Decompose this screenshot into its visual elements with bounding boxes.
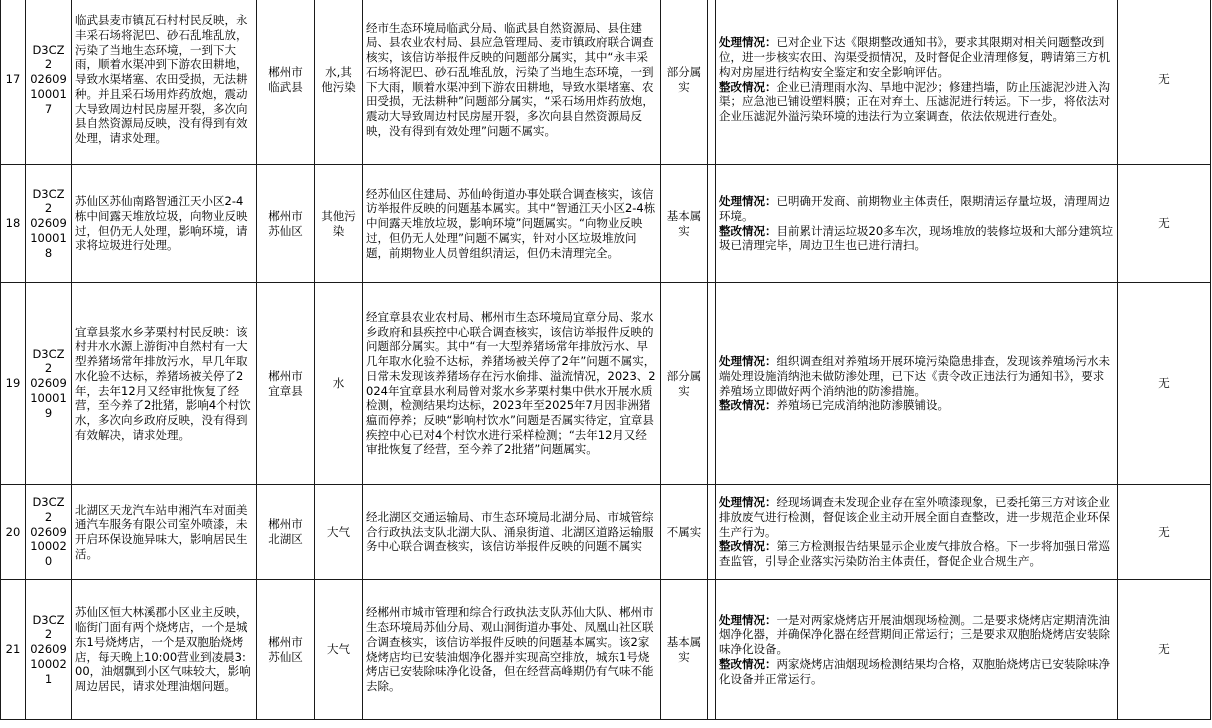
- investigation-cell: 经苏仙区住建局、苏仙岭街道办事处联合调查核实，该信访举报件反映的问题基本属实。其中“智通江天小区2-4栋中间露天堆放垃圾，影响环境”问题属实。“向物业反映过，但仍无人处理”问题不属实，针对小区垃圾堆放问题，前期物业人员曾组织清运，但仍未清理完全。: [363, 165, 661, 283]
- verification-status: 基本属 实: [661, 165, 708, 283]
- handling-cell: [716, 485, 1118, 580]
- verification-status: 基本属 实: [661, 580, 708, 720]
- region-cell: 郴州市 北湖区: [257, 485, 315, 580]
- complaint-content: 苏仙区苏仙南路智通江天小区2-4栋中间露天堆放垃圾，向物业反映过，但仍无人处理，影响环境，请求将垃圾进行处理。: [72, 165, 257, 283]
- investigation-cell: 经郴州市城市管理和综合行政执法支队苏仙大队、郴州市生态环境局苏仙分局、观山洞街道办事处、凤凰山社区联合调查核实，该信访举报件反映的问题基本属实。该2家烧烤店均已安装油烟净化器并实现高空排放，城东1号烧烤店已安装除味净化设备，但在经营高峰期仍有气味不能去除。: [363, 580, 661, 720]
- handling-cell: [716, 283, 1118, 485]
- verification-status: 不属实: [661, 485, 708, 580]
- rectify-paragraph: [719, 539, 1114, 568]
- complaint-content: 苏仙区恒大林溪郡小区业主反映，临街门面有两个烧烤店，一个是城东1号烧烤店，一个是双胞胎烧烤店，每天晚上10:00营业到凌晨3:00，油烟飘到小区气味较大，影响周边居民，请求处理油烟问题。: [72, 580, 257, 720]
- rectification-needed: 无: [1118, 283, 1211, 485]
- row-number: 19: [1, 283, 26, 485]
- case-code: D3CZ2 02609 10001 8: [26, 165, 72, 283]
- case-code: D3CZ2 02609 10001 9: [26, 283, 72, 485]
- spacer-cell: [708, 165, 716, 283]
- rectify-label: 整改情况：: [719, 223, 777, 238]
- pollution-type-cell: 水,其 他污染: [315, 0, 363, 165]
- rectify-paragraph: [719, 224, 1114, 253]
- rectify-paragraph: [719, 80, 1114, 124]
- region-cell: 郴州市 宜章县: [257, 283, 315, 485]
- handling-label: 处理情况：: [719, 495, 777, 510]
- handling-cell: [716, 580, 1118, 720]
- pollution-type-cell: 大气: [315, 485, 363, 580]
- handling-text: 组织调查组对养殖场开展环境污染隐患排查，发现该养殖场污水未端处理设施消纳池未做防渗处理，已下达《责令改正违法行为通知书》，要求养殖场立即做好两个消纳池的防渗措施。: [719, 354, 1110, 398]
- investigation-cell: 经市生态环境局临武分局、临武县自然资源局、县住建局、县农业农村局、县应急管理局、麦市镇政府联合调查核实，该信访举报件反映的问题部分属实，其中“永丰采石场将泥巴、砂石乱堆乱放，污染了当地生态环境，一到下大雨，顺着水渠冲到下游农田耕地，导致水渠堵塞、农田受损，无法耕种”问题部分属实，“采石场用炸药放炮，震动大导致周边村民房屋开裂，多次向县自然资源局反映，没有得到有效处理”问题不属实。: [363, 0, 661, 165]
- pollution-type-cell: 其他污 染: [315, 165, 363, 283]
- table-row: [1, 283, 1211, 485]
- handling-text: 一是对两家烧烤店开展油烟现场检测。二是要求烧烤店定期清洗油烟净化器，并确保净化器在经营期间正常运行；三是要求双胞胎烧烤店安装除味净化设备。: [719, 612, 1110, 657]
- investigation-cell: 经北湖区交通运输局、市生态环境局北湖分局、市城管综合行政执法支队北湖大队、涌泉街道、北湖区道路运输服务中心联合调查核实，该信访举报件反映的问题不属实: [363, 485, 661, 580]
- rectify-label: 整改情况：: [719, 79, 777, 94]
- region-cell: 郴州市 苏仙区: [257, 165, 315, 283]
- handling-text: 已对企业下达《限期整改通知书》，要求其限期对相关问题整改到位，进一步核实农田、沟渠受损情况，及时督促企业清理修复，聘请第三方机构对房屋进行结构安全鉴定和安全影响评估。: [719, 35, 1110, 79]
- table-row: [1, 485, 1211, 580]
- handling-paragraph: [719, 495, 1114, 539]
- spacer-cell: [708, 0, 716, 165]
- spacer-cell: [708, 580, 716, 720]
- rectify-text: 目前累计清运垃圾20多车次，现场堆放的装修垃圾和大部分建筑垃圾已清理完毕，周边卫生也已进行清扫。: [719, 223, 1114, 253]
- investigation-cell: 经宜章县农业农村局、郴州市生态环境局宜章分局、浆水乡政府和县疾控中心联合调查核实，该信访举报件反映的问题部分属实。其中“有一大型养猪场常年排放污水、早几年取水化验不达标，养猪场被关停了2年”问题不属实，日常未发现该养猪场存在污水偷排、溢流情况，2023、2024年宜章县水利局曾对浆水乡茅栗村集中供水开展水质检测，检测结果均达标，2023年至2025年7月因非洲猪瘟而停养；反映“影响村饮水”问题是否属实待定，宜章县疾控中心已对4个村饮水进行采样检测；“去年12月又经审批恢复了经营，至今养了2批猪”问题属实。: [363, 283, 661, 485]
- pollution-type-cell: 大气: [315, 580, 363, 720]
- row-number: 17: [1, 0, 26, 165]
- table-row: [1, 0, 1211, 165]
- case-code: D3CZ2 02609 10002 0: [26, 485, 72, 580]
- table-row: [1, 580, 1211, 720]
- complaint-content: 临武县麦市镇瓦石村村民反映，永丰采石场将泥巴、砂石乱堆乱放，污染了当地生态环境，一到下大雨，顺着水渠冲到下游农田耕地，导致水渠堵塞、农田受损，无法耕种。并且采石场用炸药放炮，震动大导致周边村民房屋开裂，多次向县自然资源局反映，没有得到有效处理，请求处理。: [72, 0, 257, 165]
- rectify-label: 整改情况：: [719, 398, 777, 413]
- handling-label: 处理情况：: [719, 612, 777, 627]
- handling-label: 处理情况：: [719, 194, 777, 209]
- handling-text: 经现场调查未发现企业存在室外喷漆现象，已委托第三方对该企业排放废气进行检测，督促该企业主动开展全面自查整改，进一步规范企业环保生产行为。: [719, 495, 1110, 539]
- spacer-cell: [708, 283, 716, 485]
- region-cell: 郴州市 苏仙区: [257, 580, 315, 720]
- spacer-cell: [708, 485, 716, 580]
- handling-paragraph: [719, 613, 1114, 657]
- complaint-content: 宜章县浆水乡茅栗村村民反映：该村井水水源上游街冲自然村有一大型养猪场常年排放污水，早几年取水化验不达标，养猪场被关停了2年，去年12月又经审批恢复了经营，至今养了2批猪，影响4个村饮水，多次向乡政府反映，没有得到有效解决，请求处理。: [72, 283, 257, 485]
- rectify-label: 整改情况：: [719, 656, 777, 671]
- rectify-paragraph: [719, 398, 1114, 413]
- row-number: 20: [1, 485, 26, 580]
- table-row: [1, 165, 1211, 283]
- handling-paragraph: [719, 354, 1114, 398]
- case-code: D3CZ2 02609 10001 7: [26, 0, 72, 165]
- row-number: 18: [1, 165, 26, 283]
- complaint-content: 北湖区天龙汽车站申湘汽车对面美通汽车服务有限公司室外喷漆，未开启环保设施异味大，影响居民生活。: [72, 485, 257, 580]
- verification-status: 部分属 实: [661, 283, 708, 485]
- handling-label: 处理情况：: [719, 354, 777, 369]
- row-number: 21: [1, 580, 26, 720]
- rectification-needed: 无: [1118, 485, 1211, 580]
- rectify-label: 整改情况：: [719, 539, 777, 554]
- rectification-needed: 无: [1118, 165, 1211, 283]
- rectify-paragraph: [719, 657, 1114, 686]
- rectification-needed: 无: [1118, 580, 1211, 720]
- handling-cell: [716, 0, 1118, 165]
- rectify-text: 企业已清理雨水沟、旱地中泥沙；修建挡墙，防止压滤泥沙进入沟渠；应急池已铺设塑料膜；正在对弃土、压滤泥进行转运。下一步，将依法对企业压滤泥外溢污染环境的违法行为立案调查，依法依规进行查处。: [719, 79, 1110, 123]
- rectification-needed: 无: [1118, 0, 1211, 165]
- verification-status: 部分属 实: [661, 0, 708, 165]
- handling-paragraph: [719, 194, 1114, 223]
- handling-text: 已明确开发商、前期物业主体责任，限期清运存量垃圾，清理周边环境。: [719, 194, 1110, 223]
- rectify-text: 两家烧烤店油烟现场检测结果均合格，双胞胎烧烤店已安装除味净化设备并正常运行。: [719, 656, 1110, 686]
- handling-label: 处理情况：: [719, 35, 777, 50]
- case-code: D3CZ2 02609 10002 1: [26, 580, 72, 720]
- handling-cell: [716, 165, 1118, 283]
- region-cell: 郴州市 临武县: [257, 0, 315, 165]
- pollution-type-cell: 水: [315, 283, 363, 485]
- handling-paragraph: [719, 35, 1114, 79]
- rectify-text: 养殖场已完成消纳池防渗膜铺设。: [776, 398, 949, 413]
- rectify-text: 第三方检测报告结果显示企业废气排放合格。下一步将加强日常巡查监管，引导企业落实污染防治主体责任，督促企业合规生产。: [719, 539, 1110, 569]
